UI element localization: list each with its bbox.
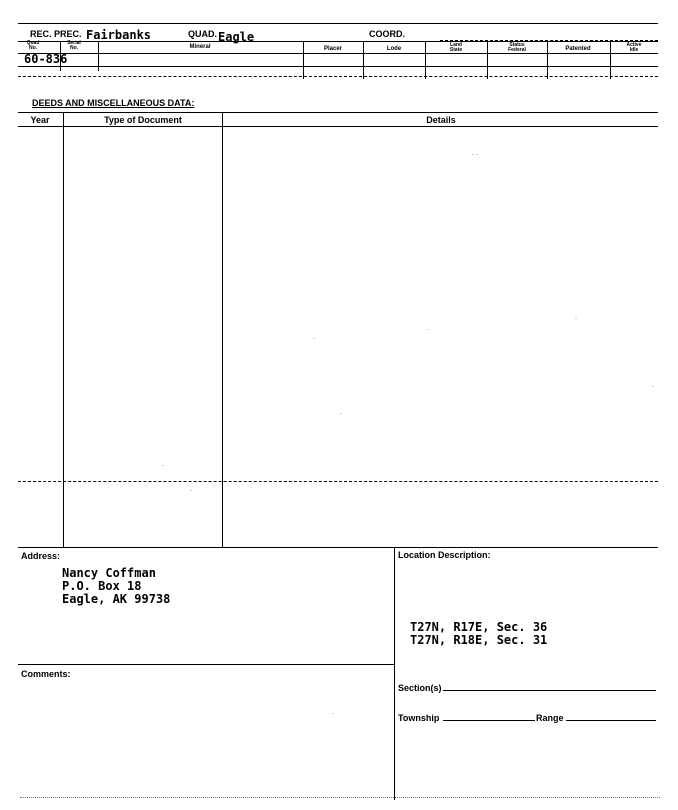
scan-noise (20, 797, 660, 802)
address-location-divider (394, 547, 395, 800)
col-active-idle: Active Idle (626, 42, 642, 53)
record-bottom-line (18, 66, 658, 67)
speck: · (340, 411, 342, 417)
col-patented: Patented (565, 46, 591, 52)
speck: · (313, 336, 315, 342)
deeds-col-details: Details (426, 115, 456, 125)
deeds-col-type: Type of Document (104, 115, 182, 125)
vdiv-4 (363, 41, 364, 79)
section-label: Section(s) (398, 683, 442, 693)
comments-top-line (18, 664, 394, 665)
speck: · (162, 463, 164, 469)
vdiv-7 (547, 41, 548, 79)
rec-prec-label: REC. PREC. (30, 29, 82, 39)
location-line-1: T27N, R17E, Sec. 36 (410, 620, 548, 634)
address-label: Address: (21, 551, 61, 561)
speck: · (190, 488, 192, 494)
location-block (410, 621, 547, 647)
deeds-dash-line (18, 481, 658, 482)
coord-label: COORD. (369, 29, 405, 39)
rec-prec-value: Fairbanks (86, 28, 152, 42)
col-land-state: Land State (449, 42, 463, 53)
col-lode: Lode (386, 46, 402, 52)
address-line-city: Eagle, AK 99738 (62, 592, 171, 606)
col-quad-no: Quad No. (26, 40, 40, 51)
comments-label: Comments: (21, 669, 71, 679)
col-status-federal: Status Federal (508, 42, 526, 53)
quad-no-value: 60-836 (24, 52, 68, 66)
location-line-2: T27N, R18E, Sec. 31 (410, 633, 548, 647)
quad-value: Eagle (218, 30, 255, 44)
col-mineral: Mineral (189, 44, 211, 50)
deeds-top-line (18, 112, 658, 113)
speck: · (332, 711, 334, 717)
top-border (18, 23, 658, 24)
address-line-box: P.O. Box 18 (62, 579, 142, 593)
quad-label: QUAD. (188, 29, 217, 39)
address-line-name: Nancy Coffman (62, 566, 156, 580)
vdiv-6 (487, 41, 488, 79)
deeds-header-line (18, 126, 658, 127)
vdiv-3 (303, 41, 304, 79)
colhead-bottom-line (18, 53, 658, 54)
speck: · (652, 384, 654, 390)
vdiv-8 (610, 41, 611, 79)
speck: · (575, 316, 577, 322)
deeds-col-year: Year (30, 115, 50, 125)
vdiv-5 (425, 41, 426, 79)
col-serial-no: Serial No. (67, 40, 81, 51)
township-label: Township (398, 713, 440, 723)
range-label: Range (536, 713, 564, 723)
township-line (443, 720, 535, 721)
section-line (443, 690, 656, 691)
range-line (566, 720, 656, 721)
col-placer: Placer (323, 46, 342, 52)
address-block (62, 567, 170, 606)
location-label: Location Description: (398, 550, 491, 560)
deeds-section-title: DEEDS AND MISCELLANEOUS DATA: (32, 98, 195, 108)
colhead-top-line (18, 41, 658, 42)
record-dash-line (18, 76, 658, 77)
speck: · · (472, 152, 478, 158)
address-top-line (18, 547, 658, 548)
speck: · (427, 327, 429, 333)
